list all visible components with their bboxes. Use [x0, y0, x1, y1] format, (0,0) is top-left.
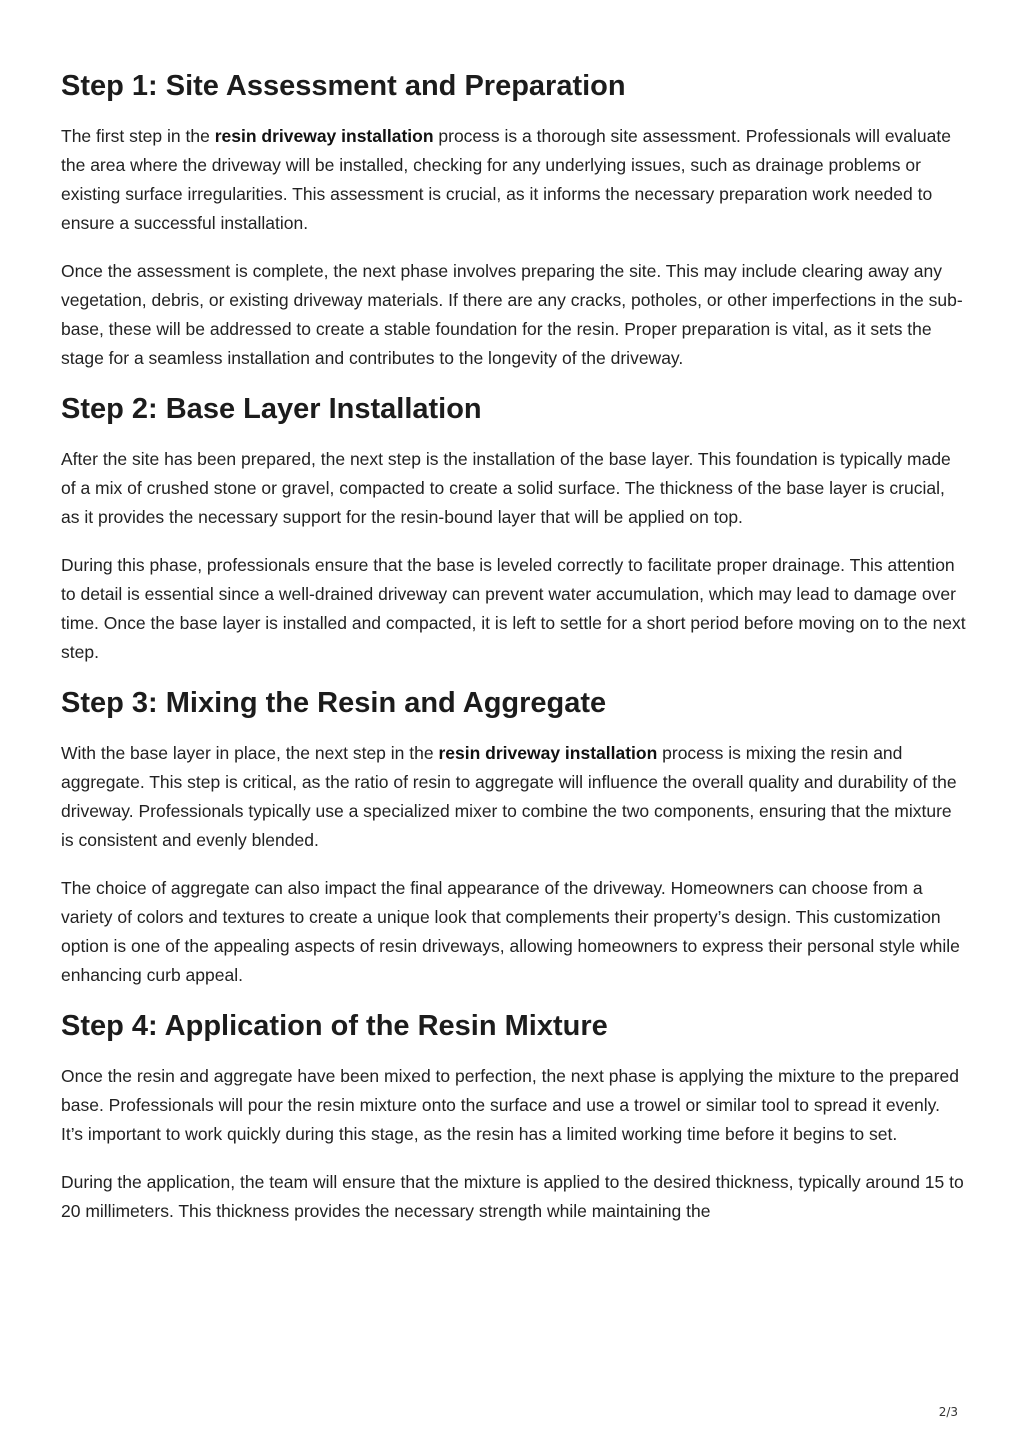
- section-step-2: [61, 389, 966, 667]
- paragraph: The choice of aggregate can also impact the final appearance of the driveway. Homeowners can choose from a variety of colors and textures to create a unique look that complements their property’s design. This customization option is one of the appealing aspects of resin driveways, allowing homeowners to express their personal style while enhancing curb appeal.: [61, 878, 960, 985]
- paragraph: [61, 122, 966, 238]
- paragraph: Once the resin and aggregate have been mixed to perfection, the next phase is applying the mixture to the prepared base. Professionals will pour the resin mixture onto the surface and use a trowel or similar tool to spread it evenly. It’s important to work quickly during this stage, as the resin has a limited working time before it begins to set.: [61, 1066, 959, 1144]
- paragraph: After the site has been prepared, the next step is the installation of the base layer. This foundation is typically made of a mix of crushed stone or gravel, compacted to create a solid surface. The thickness of the base layer is crucial, as it provides the necessary support for the resin-bound layer that will be applied on top.: [61, 449, 951, 527]
- bold-keyword: resin driveway installation: [438, 743, 658, 763]
- paragraph-text: process is a thorough site assessment. Professionals will evaluate the area where the driveway will be installed, checking for any underlying issues, such as drainage problems or existing surface irregularities. This assessment is crucial, as it informs the necessary preparation work needed to ensure a successful installation.: [61, 126, 951, 233]
- section-step-1: [61, 66, 966, 373]
- paragraph-text: process is mixing the resin and aggregate. This step is critical, as the ratio of resin to aggregate will influence the overall quality and durability of the driveway. Professionals typically use a specialized mixer to combine the two components, ensuring that the mixture is consistent and evenly blended.: [61, 743, 957, 850]
- paragraph-text: The first step in the: [61, 126, 215, 146]
- paragraph: Once the assessment is complete, the next phase involves preparing the site. This may include clearing away any vegetation, debris, or existing driveway materials. If there are any cracks, potholes, or other imperfections in the sub-base, these will be addressed to create a stable foundation for the resin. Proper preparation is vital, as it sets the stage for a seamless installation and contributes to the longevity of the driveway.: [61, 261, 963, 368]
- section-heading: Step 4: Application of the Resin Mixture: [61, 1010, 608, 1042]
- bold-keyword: resin driveway installation: [214, 126, 434, 146]
- section-heading: Step 2: Base Layer Installation: [61, 393, 482, 425]
- section-step-4: [61, 1006, 966, 1226]
- paragraph: During this phase, professionals ensure that the base is leveled correctly to facilitate proper drainage. This attention to detail is essential since a well-drained driveway can prevent water accumulation, which may lead to damage over time. Once the base layer is installed and compacted, it is left to settle for a short period before moving on to the next step.: [61, 555, 966, 662]
- page-number: 2/3: [938, 1405, 958, 1419]
- paragraph-text: With the base layer in place, the next step in the: [61, 743, 439, 763]
- document-body: [61, 66, 966, 1242]
- paragraph: During the application, the team will ensure that the mixture is applied to the desired thickness, typically around 15 to 20 millimeters. This thickness provides the necessary strength while maintaining the: [61, 1172, 964, 1221]
- section-heading: Step 3: Mixing the Resin and Aggregate: [61, 687, 607, 719]
- paragraph: [61, 739, 966, 855]
- section-step-3: [61, 683, 966, 990]
- section-heading: Step 1: Site Assessment and Preparation: [61, 70, 626, 102]
